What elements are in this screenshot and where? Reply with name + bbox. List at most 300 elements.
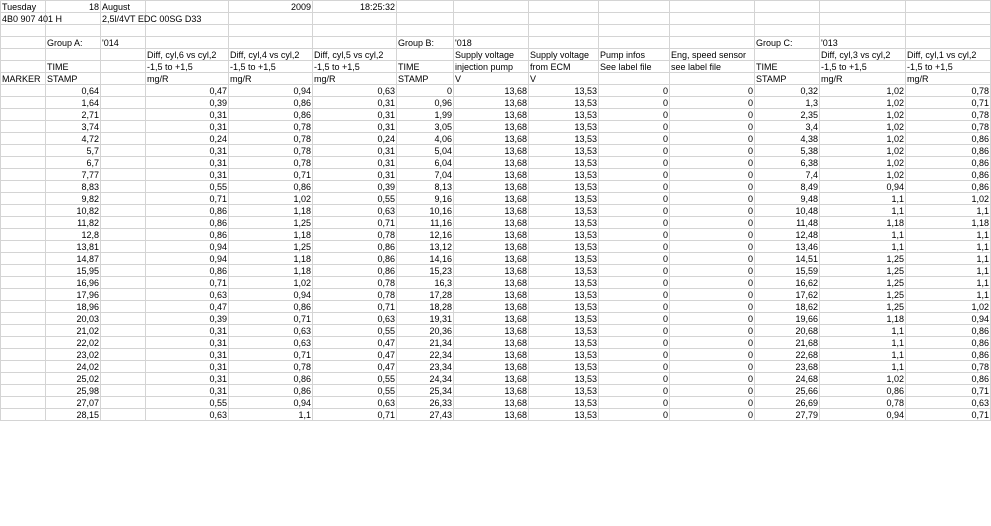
data-cell[interactable]: 13,53 xyxy=(529,361,599,373)
data-cell[interactable]: 18,62 xyxy=(755,301,820,313)
header-cell[interactable]: 18 xyxy=(46,1,101,13)
data-cell[interactable]: 0,78 xyxy=(906,361,991,373)
data-cell[interactable]: 0,31 xyxy=(146,373,229,385)
data-cell[interactable]: 0 xyxy=(670,109,755,121)
data-cell[interactable]: 0,39 xyxy=(146,97,229,109)
data-cell[interactable]: 9,82 xyxy=(46,193,101,205)
data-cell[interactable]: 0,31 xyxy=(146,109,229,121)
data-cell[interactable]: 13,53 xyxy=(529,409,599,421)
data-cell[interactable]: 0 xyxy=(670,349,755,361)
data-cell[interactable]: 0 xyxy=(599,409,670,421)
data-cell[interactable]: 0 xyxy=(599,85,670,97)
data-cell[interactable]: 17,28 xyxy=(397,289,454,301)
empty-cell[interactable] xyxy=(101,109,146,121)
data-cell[interactable]: 7,4 xyxy=(755,169,820,181)
empty-cell[interactable] xyxy=(1,121,46,133)
data-cell[interactable]: 0,63 xyxy=(313,397,397,409)
data-cell[interactable]: 0,47 xyxy=(313,337,397,349)
data-cell[interactable]: 4,06 xyxy=(397,133,454,145)
data-cell[interactable]: 19,31 xyxy=(397,313,454,325)
data-cell[interactable]: 0 xyxy=(670,325,755,337)
empty-cell[interactable] xyxy=(101,193,146,205)
header-cell[interactable]: -1,5 to +1,5 xyxy=(229,61,313,73)
data-cell[interactable]: 0 xyxy=(670,169,755,181)
data-cell[interactable]: 1,25 xyxy=(820,277,906,289)
header-cell[interactable] xyxy=(313,25,397,37)
data-cell[interactable]: 0,31 xyxy=(146,337,229,349)
header-cell[interactable] xyxy=(146,37,229,49)
data-cell[interactable]: 14,51 xyxy=(755,253,820,265)
data-cell[interactable]: 1,1 xyxy=(820,193,906,205)
data-cell[interactable]: 1,1 xyxy=(906,265,991,277)
data-cell[interactable]: 13,68 xyxy=(454,361,529,373)
header-cell[interactable]: TIME xyxy=(397,61,454,73)
data-cell[interactable]: 13,81 xyxy=(46,241,101,253)
empty-cell[interactable] xyxy=(101,325,146,337)
header-cell[interactable] xyxy=(820,13,906,25)
data-cell[interactable]: 9,16 xyxy=(397,193,454,205)
header-cell[interactable] xyxy=(454,25,529,37)
data-cell[interactable]: 0,86 xyxy=(906,373,991,385)
header-cell[interactable]: 2009 xyxy=(229,1,313,13)
data-cell[interactable]: 11,82 xyxy=(46,217,101,229)
data-cell[interactable]: 0 xyxy=(599,121,670,133)
data-cell[interactable]: 0,55 xyxy=(313,385,397,397)
data-cell[interactable]: 0 xyxy=(670,409,755,421)
data-cell[interactable]: 13,53 xyxy=(529,397,599,409)
data-cell[interactable]: 1,25 xyxy=(820,301,906,313)
header-cell[interactable] xyxy=(820,1,906,13)
empty-cell[interactable] xyxy=(1,409,46,421)
data-cell[interactable]: 2,71 xyxy=(46,109,101,121)
data-cell[interactable]: 0 xyxy=(599,229,670,241)
data-cell[interactable]: 0 xyxy=(599,373,670,385)
header-cell[interactable] xyxy=(599,1,670,13)
data-cell[interactable]: 23,02 xyxy=(46,349,101,361)
data-cell[interactable]: 0,86 xyxy=(906,145,991,157)
data-cell[interactable]: 27,79 xyxy=(755,409,820,421)
data-cell[interactable]: 18,96 xyxy=(46,301,101,313)
data-cell[interactable]: 0,55 xyxy=(313,373,397,385)
data-cell[interactable]: 1,18 xyxy=(820,217,906,229)
data-cell[interactable]: 21,68 xyxy=(755,337,820,349)
data-cell[interactable]: 5,04 xyxy=(397,145,454,157)
data-cell[interactable]: 1,25 xyxy=(820,289,906,301)
data-cell[interactable]: 0,63 xyxy=(313,85,397,97)
data-cell[interactable]: 26,69 xyxy=(755,397,820,409)
header-cell[interactable] xyxy=(529,1,599,13)
data-cell[interactable]: 1,25 xyxy=(229,217,313,229)
data-cell[interactable]: 0 xyxy=(670,121,755,133)
data-cell[interactable]: 0,86 xyxy=(906,133,991,145)
data-cell[interactable]: 1,02 xyxy=(906,301,991,313)
data-cell[interactable]: 0,63 xyxy=(146,289,229,301)
data-cell[interactable]: 1,1 xyxy=(820,349,906,361)
data-cell[interactable]: 13,68 xyxy=(454,133,529,145)
data-cell[interactable]: 8,49 xyxy=(755,181,820,193)
data-cell[interactable]: 0,78 xyxy=(229,157,313,169)
data-cell[interactable]: 0,31 xyxy=(146,385,229,397)
data-cell[interactable]: 0 xyxy=(599,337,670,349)
empty-cell[interactable] xyxy=(1,85,46,97)
data-cell[interactable]: 15,23 xyxy=(397,265,454,277)
header-cell[interactable] xyxy=(46,25,101,37)
data-cell[interactable]: 1,1 xyxy=(820,361,906,373)
data-cell[interactable]: 22,34 xyxy=(397,349,454,361)
empty-cell[interactable] xyxy=(1,325,46,337)
data-cell[interactable]: 21,34 xyxy=(397,337,454,349)
data-cell[interactable]: 1,1 xyxy=(906,277,991,289)
empty-cell[interactable] xyxy=(1,349,46,361)
data-cell[interactable]: 25,98 xyxy=(46,385,101,397)
data-cell[interactable]: 13,53 xyxy=(529,385,599,397)
data-cell[interactable]: 1,25 xyxy=(229,241,313,253)
header-cell[interactable] xyxy=(1,61,46,73)
data-cell[interactable]: 25,02 xyxy=(46,373,101,385)
data-cell[interactable]: 20,68 xyxy=(755,325,820,337)
data-cell[interactable]: 13,53 xyxy=(529,85,599,97)
empty-cell[interactable] xyxy=(101,265,146,277)
header-cell[interactable] xyxy=(146,25,229,37)
data-cell[interactable]: 1,1 xyxy=(906,241,991,253)
header-cell[interactable] xyxy=(101,25,146,37)
header-cell[interactable]: V xyxy=(454,73,529,85)
data-cell[interactable]: 0,86 xyxy=(906,169,991,181)
data-cell[interactable]: 10,82 xyxy=(46,205,101,217)
empty-cell[interactable] xyxy=(101,373,146,385)
data-cell[interactable]: 1,02 xyxy=(229,277,313,289)
data-cell[interactable]: 0,47 xyxy=(313,361,397,373)
header-cell[interactable] xyxy=(397,1,454,13)
data-cell[interactable]: 13,53 xyxy=(529,193,599,205)
empty-cell[interactable] xyxy=(101,253,146,265)
data-cell[interactable]: 0 xyxy=(670,385,755,397)
data-cell[interactable]: 0 xyxy=(670,97,755,109)
data-cell[interactable]: 1,1 xyxy=(820,337,906,349)
data-cell[interactable]: 13,68 xyxy=(454,181,529,193)
data-cell[interactable]: 13,53 xyxy=(529,373,599,385)
data-cell[interactable]: 0 xyxy=(599,109,670,121)
header-cell[interactable]: STAMP xyxy=(46,73,101,85)
data-cell[interactable]: 25,34 xyxy=(397,385,454,397)
data-cell[interactable]: 17,62 xyxy=(755,289,820,301)
data-cell[interactable]: 0,24 xyxy=(313,133,397,145)
empty-cell[interactable] xyxy=(1,181,46,193)
data-cell[interactable]: 1,1 xyxy=(820,325,906,337)
data-cell[interactable]: 8,13 xyxy=(397,181,454,193)
empty-cell[interactable] xyxy=(1,397,46,409)
data-cell[interactable]: 13,53 xyxy=(529,217,599,229)
data-cell[interactable]: 13,53 xyxy=(529,229,599,241)
data-cell[interactable]: 13,68 xyxy=(454,349,529,361)
data-cell[interactable]: 0,96 xyxy=(397,97,454,109)
header-cell[interactable] xyxy=(397,49,454,61)
data-cell[interactable]: 0,71 xyxy=(229,169,313,181)
empty-cell[interactable] xyxy=(1,289,46,301)
data-cell[interactable]: 9,48 xyxy=(755,193,820,205)
header-cell[interactable] xyxy=(1,49,46,61)
empty-cell[interactable] xyxy=(1,337,46,349)
header-cell[interactable]: from ECM xyxy=(529,61,599,73)
data-cell[interactable]: 0 xyxy=(599,157,670,169)
header-cell[interactable]: injection pump xyxy=(454,61,529,73)
data-cell[interactable]: 0 xyxy=(599,385,670,397)
data-cell[interactable]: 0,94 xyxy=(820,181,906,193)
data-cell[interactable]: 0,86 xyxy=(146,217,229,229)
data-cell[interactable]: 1,3 xyxy=(755,97,820,109)
header-cell[interactable]: Diff, cyl,5 vs cyl,2 xyxy=(313,49,397,61)
data-cell[interactable]: 1,64 xyxy=(46,97,101,109)
data-cell[interactable]: 0 xyxy=(397,85,454,97)
data-cell[interactable]: 13,53 xyxy=(529,301,599,313)
data-cell[interactable]: 13,68 xyxy=(454,229,529,241)
data-cell[interactable]: 26,33 xyxy=(397,397,454,409)
data-cell[interactable]: 0 xyxy=(670,301,755,313)
data-cell[interactable]: 0 xyxy=(599,217,670,229)
header-cell[interactable] xyxy=(599,73,670,85)
empty-cell[interactable] xyxy=(101,217,146,229)
data-cell[interactable]: 0,86 xyxy=(906,349,991,361)
data-cell[interactable]: 0 xyxy=(670,313,755,325)
empty-cell[interactable] xyxy=(1,253,46,265)
data-cell[interactable]: 0,71 xyxy=(229,313,313,325)
empty-cell[interactable] xyxy=(101,349,146,361)
header-cell[interactable]: Group B: xyxy=(397,37,454,49)
data-cell[interactable]: 13,68 xyxy=(454,337,529,349)
header-cell[interactable] xyxy=(755,13,820,25)
header-cell[interactable] xyxy=(529,37,599,49)
data-cell[interactable]: 2,35 xyxy=(755,109,820,121)
data-cell[interactable]: 0,55 xyxy=(146,397,229,409)
data-cell[interactable]: 23,34 xyxy=(397,361,454,373)
data-cell[interactable]: 0,78 xyxy=(313,229,397,241)
data-cell[interactable]: 13,68 xyxy=(454,397,529,409)
data-cell[interactable]: 5,38 xyxy=(755,145,820,157)
data-cell[interactable]: 7,77 xyxy=(46,169,101,181)
data-cell[interactable]: 24,68 xyxy=(755,373,820,385)
data-cell[interactable]: 0,63 xyxy=(229,337,313,349)
empty-cell[interactable] xyxy=(101,181,146,193)
data-cell[interactable]: 13,68 xyxy=(454,265,529,277)
empty-cell[interactable] xyxy=(1,133,46,145)
empty-cell[interactable] xyxy=(1,373,46,385)
data-cell[interactable]: 13,12 xyxy=(397,241,454,253)
data-cell[interactable]: 0 xyxy=(670,289,755,301)
header-cell[interactable] xyxy=(755,49,820,61)
data-cell[interactable]: 0,24 xyxy=(146,133,229,145)
header-cell[interactable] xyxy=(101,61,146,73)
data-cell[interactable]: 0,78 xyxy=(313,289,397,301)
data-cell[interactable]: 0,47 xyxy=(313,349,397,361)
header-cell[interactable]: V xyxy=(529,73,599,85)
data-cell[interactable]: 1,18 xyxy=(229,265,313,277)
data-cell[interactable]: 0 xyxy=(599,97,670,109)
data-cell[interactable]: 0,63 xyxy=(906,397,991,409)
data-cell[interactable]: 0,71 xyxy=(906,385,991,397)
empty-cell[interactable] xyxy=(101,157,146,169)
data-cell[interactable]: 13,68 xyxy=(454,373,529,385)
header-cell[interactable]: STAMP xyxy=(397,73,454,85)
header-cell[interactable]: Pump infos xyxy=(599,49,670,61)
data-cell[interactable]: 13,68 xyxy=(454,205,529,217)
header-cell[interactable]: '014 xyxy=(101,37,146,49)
header-cell[interactable] xyxy=(146,1,229,13)
data-cell[interactable]: 0 xyxy=(670,277,755,289)
data-cell[interactable]: 13,53 xyxy=(529,253,599,265)
data-cell[interactable]: 0 xyxy=(670,181,755,193)
data-cell[interactable]: 0 xyxy=(670,157,755,169)
data-cell[interactable]: 0 xyxy=(599,145,670,157)
header-cell[interactable]: mg/R xyxy=(229,73,313,85)
data-cell[interactable]: 0,31 xyxy=(146,361,229,373)
data-cell[interactable]: 0,71 xyxy=(229,349,313,361)
data-cell[interactable]: 1,1 xyxy=(820,241,906,253)
data-cell[interactable]: 0 xyxy=(599,361,670,373)
data-cell[interactable]: 0,86 xyxy=(313,265,397,277)
data-cell[interactable]: 0 xyxy=(599,133,670,145)
data-cell[interactable]: 25,66 xyxy=(755,385,820,397)
data-cell[interactable]: 0,47 xyxy=(146,301,229,313)
data-cell[interactable]: 12,48 xyxy=(755,229,820,241)
data-cell[interactable]: 0,31 xyxy=(313,97,397,109)
data-cell[interactable]: 13,53 xyxy=(529,337,599,349)
data-cell[interactable]: 0,94 xyxy=(146,241,229,253)
data-cell[interactable]: 28,15 xyxy=(46,409,101,421)
data-cell[interactable]: 18,28 xyxy=(397,301,454,313)
data-cell[interactable]: 17,96 xyxy=(46,289,101,301)
data-cell[interactable]: 0,71 xyxy=(906,409,991,421)
data-cell[interactable]: 13,53 xyxy=(529,313,599,325)
empty-cell[interactable] xyxy=(1,169,46,181)
data-cell[interactable]: 0 xyxy=(670,193,755,205)
header-cell[interactable] xyxy=(599,13,670,25)
data-cell[interactable]: 0,78 xyxy=(906,121,991,133)
data-cell[interactable]: 1,1 xyxy=(820,205,906,217)
data-cell[interactable]: 27,07 xyxy=(46,397,101,409)
data-cell[interactable]: 0,31 xyxy=(146,349,229,361)
data-cell[interactable]: 0,78 xyxy=(229,133,313,145)
data-cell[interactable]: 1,25 xyxy=(820,253,906,265)
data-cell[interactable]: 0,31 xyxy=(146,157,229,169)
data-cell[interactable]: 0,63 xyxy=(313,205,397,217)
data-cell[interactable]: 21,02 xyxy=(46,325,101,337)
data-cell[interactable]: 0,31 xyxy=(146,325,229,337)
header-cell[interactable]: -1,5 to +1,5 xyxy=(906,61,991,73)
header-cell[interactable]: Supply voltage xyxy=(454,49,529,61)
header-cell[interactable] xyxy=(313,37,397,49)
header-cell[interactable] xyxy=(906,25,991,37)
data-cell[interactable]: 0,86 xyxy=(229,385,313,397)
empty-cell[interactable] xyxy=(101,397,146,409)
data-cell[interactable]: 0,94 xyxy=(229,85,313,97)
header-cell[interactable] xyxy=(670,13,755,25)
data-cell[interactable]: 1,02 xyxy=(820,109,906,121)
data-cell[interactable]: 1,02 xyxy=(820,157,906,169)
data-cell[interactable]: 13,68 xyxy=(454,217,529,229)
header-cell[interactable] xyxy=(397,13,454,25)
data-cell[interactable]: 1,1 xyxy=(229,409,313,421)
header-cell[interactable]: Group C: xyxy=(755,37,820,49)
empty-cell[interactable] xyxy=(101,313,146,325)
data-cell[interactable]: 0,78 xyxy=(229,361,313,373)
data-cell[interactable]: 0,31 xyxy=(313,145,397,157)
data-cell[interactable]: 22,68 xyxy=(755,349,820,361)
data-cell[interactable]: 1,18 xyxy=(906,217,991,229)
data-cell[interactable]: 13,68 xyxy=(454,109,529,121)
data-cell[interactable]: 0,94 xyxy=(229,289,313,301)
data-cell[interactable]: 1,25 xyxy=(820,265,906,277)
data-cell[interactable]: 6,7 xyxy=(46,157,101,169)
data-cell[interactable]: 0,64 xyxy=(46,85,101,97)
data-cell[interactable]: 0,86 xyxy=(313,253,397,265)
empty-cell[interactable] xyxy=(1,109,46,121)
header-cell[interactable]: -1,5 to +1,5 xyxy=(146,61,229,73)
header-cell[interactable] xyxy=(906,13,991,25)
data-cell[interactable]: 0,78 xyxy=(906,85,991,97)
data-cell[interactable]: 13,68 xyxy=(454,145,529,157)
data-cell[interactable]: 13,68 xyxy=(454,253,529,265)
data-cell[interactable]: 13,68 xyxy=(454,313,529,325)
data-cell[interactable]: 0 xyxy=(599,181,670,193)
data-cell[interactable]: 0,86 xyxy=(906,181,991,193)
data-cell[interactable]: 5,7 xyxy=(46,145,101,157)
data-cell[interactable]: 13,68 xyxy=(454,241,529,253)
data-cell[interactable]: 0,55 xyxy=(313,193,397,205)
data-cell[interactable]: 16,62 xyxy=(755,277,820,289)
header-cell[interactable]: Group A: xyxy=(46,37,101,49)
data-cell[interactable]: 0,39 xyxy=(313,181,397,193)
data-cell[interactable]: 19,66 xyxy=(755,313,820,325)
header-cell[interactable] xyxy=(229,37,313,49)
data-cell[interactable]: 0,71 xyxy=(313,301,397,313)
data-cell[interactable]: 15,59 xyxy=(755,265,820,277)
data-cell[interactable]: 1,18 xyxy=(229,253,313,265)
empty-cell[interactable] xyxy=(101,241,146,253)
data-cell[interactable]: 14,87 xyxy=(46,253,101,265)
header-cell[interactable] xyxy=(755,25,820,37)
data-cell[interactable]: 0 xyxy=(670,337,755,349)
data-cell[interactable]: 0 xyxy=(670,85,755,97)
data-cell[interactable]: 1,99 xyxy=(397,109,454,121)
data-cell[interactable]: 0,94 xyxy=(820,409,906,421)
empty-cell[interactable] xyxy=(1,313,46,325)
data-cell[interactable]: 0,86 xyxy=(146,205,229,217)
header-cell[interactable]: '013 xyxy=(820,37,906,49)
header-cell[interactable] xyxy=(101,73,146,85)
data-cell[interactable]: 13,68 xyxy=(454,157,529,169)
data-cell[interactable]: 7,04 xyxy=(397,169,454,181)
header-cell[interactable] xyxy=(670,25,755,37)
data-cell[interactable]: 0,63 xyxy=(146,409,229,421)
data-cell[interactable]: 1,02 xyxy=(820,97,906,109)
data-cell[interactable]: 0 xyxy=(670,133,755,145)
empty-cell[interactable] xyxy=(1,265,46,277)
header-cell[interactable]: Diff, cyl,3 vs cyl,2 xyxy=(820,49,906,61)
data-cell[interactable]: 1,18 xyxy=(229,205,313,217)
empty-cell[interactable] xyxy=(1,157,46,169)
header-cell[interactable]: Supply voltage xyxy=(529,49,599,61)
data-cell[interactable]: 1,02 xyxy=(820,373,906,385)
empty-cell[interactable] xyxy=(101,97,146,109)
data-cell[interactable]: 1,02 xyxy=(229,193,313,205)
data-cell[interactable]: 13,53 xyxy=(529,169,599,181)
data-cell[interactable]: 22,02 xyxy=(46,337,101,349)
data-cell[interactable]: 13,53 xyxy=(529,133,599,145)
data-cell[interactable]: 15,95 xyxy=(46,265,101,277)
header-cell[interactable] xyxy=(755,1,820,13)
data-cell[interactable]: 13,53 xyxy=(529,145,599,157)
data-cell[interactable]: 0,71 xyxy=(906,97,991,109)
